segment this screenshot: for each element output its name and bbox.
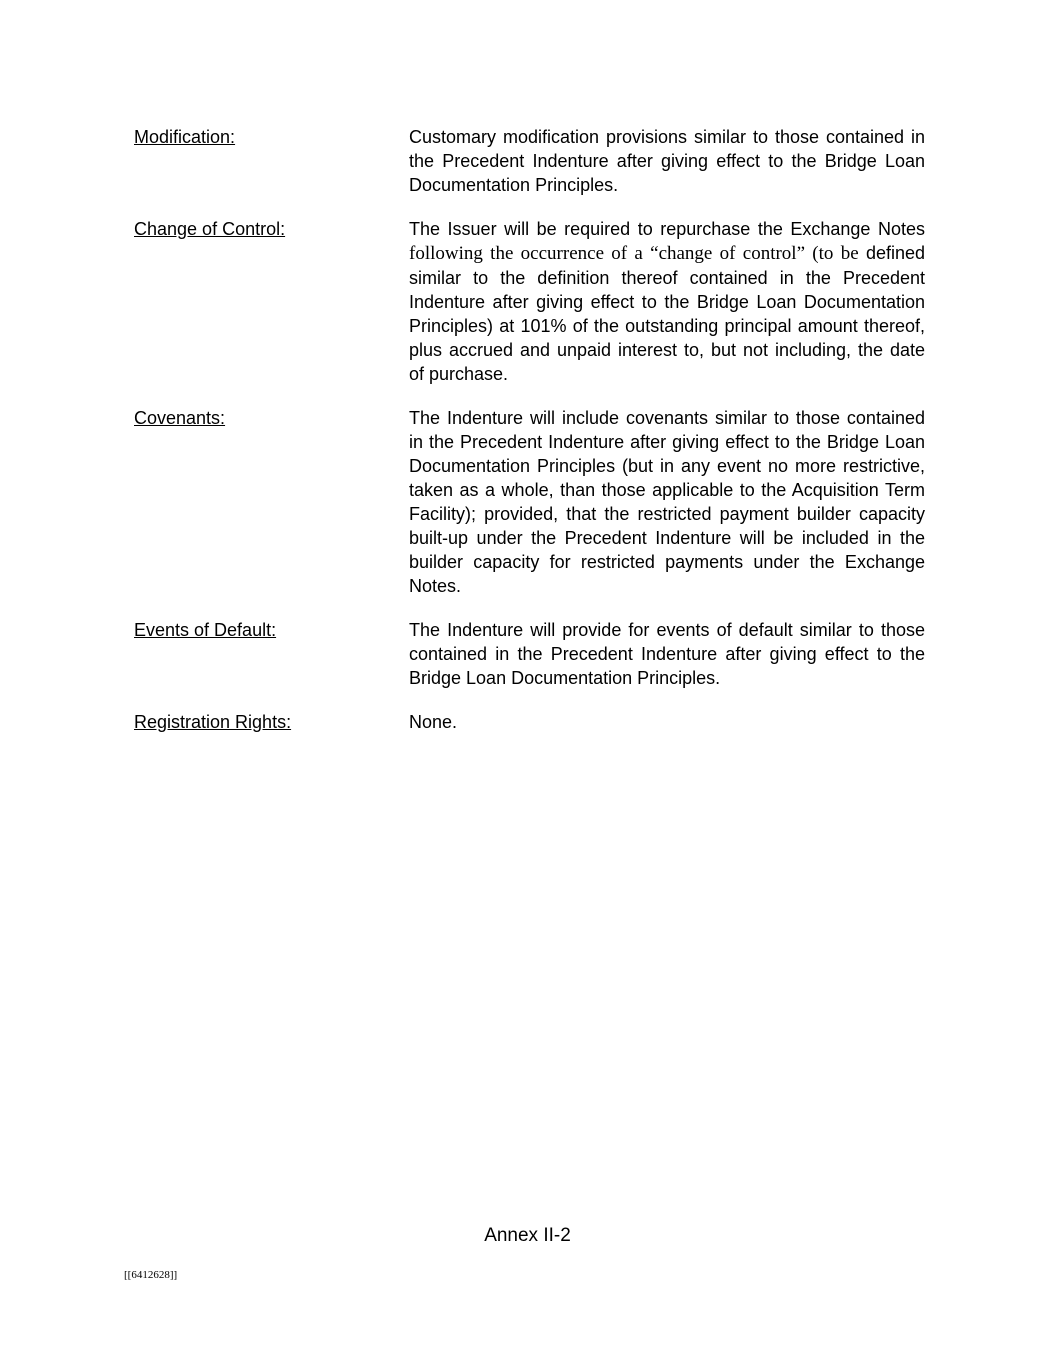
change-of-control-line-1: The Issuer will be required to repurchase the Exchange Notes bbox=[409, 219, 925, 239]
term-row-covenants bbox=[134, 406, 925, 598]
term-row-modification bbox=[134, 125, 925, 197]
term-row-change-of-control bbox=[134, 217, 925, 386]
term-text-modification: Customary modification provisions similar to those contained in the Precedent Indenture after giving effect to the Bridge Loan Documentation Principles. bbox=[409, 127, 925, 195]
document-id: [[6412628]] bbox=[124, 1269, 178, 1281]
term-label-modification: Modification: bbox=[134, 127, 236, 147]
term-label-change-of-control: Change of Control: bbox=[134, 219, 286, 239]
term-row-events-of-default bbox=[134, 618, 925, 690]
change-of-control-rest: defined similar to the definition thereof contained in the Precedent Indenture after giving effect to the Bridge Loan Documentation Principles) at 101% of the outstanding principal amount thereof, plus accrued and unpaid interest to, but not including, the date of purchase. bbox=[409, 243, 925, 384]
page-number-footer: Annex II-2 bbox=[484, 1225, 571, 1246]
term-text-registration-rights: None. bbox=[409, 712, 458, 732]
term-row-registration-rights bbox=[134, 710, 925, 734]
change-of-control-line-2: following the occurrence of a “change of control” (to be bbox=[409, 243, 866, 264]
term-text-covenants: The Indenture will include covenants similar to those contained in the Precedent Indenture after giving effect to the Bridge Loan Documentation Principles (but in any event no more restrictive, taken as a whole, than those applicable to the Acquisition Term Facility); provided, that the restricted payment builder capacity built-up under the Precedent Indenture will be included in the builder capacity for restricted payments under the Exchange Notes. bbox=[409, 408, 925, 596]
term-text-change-of-control bbox=[409, 217, 925, 386]
term-label-covenants: Covenants: bbox=[134, 408, 226, 428]
term-sheet-section bbox=[134, 125, 925, 734]
term-label-registration-rights: Registration Rights: bbox=[134, 712, 292, 732]
term-text-events-of-default: The Indenture will provide for events of default similar to those contained in the Precedent Indenture after giving effect to the Bridge Loan Documentation Principles. bbox=[409, 620, 925, 688]
term-label-events-of-default: Events of Default: bbox=[134, 620, 277, 640]
